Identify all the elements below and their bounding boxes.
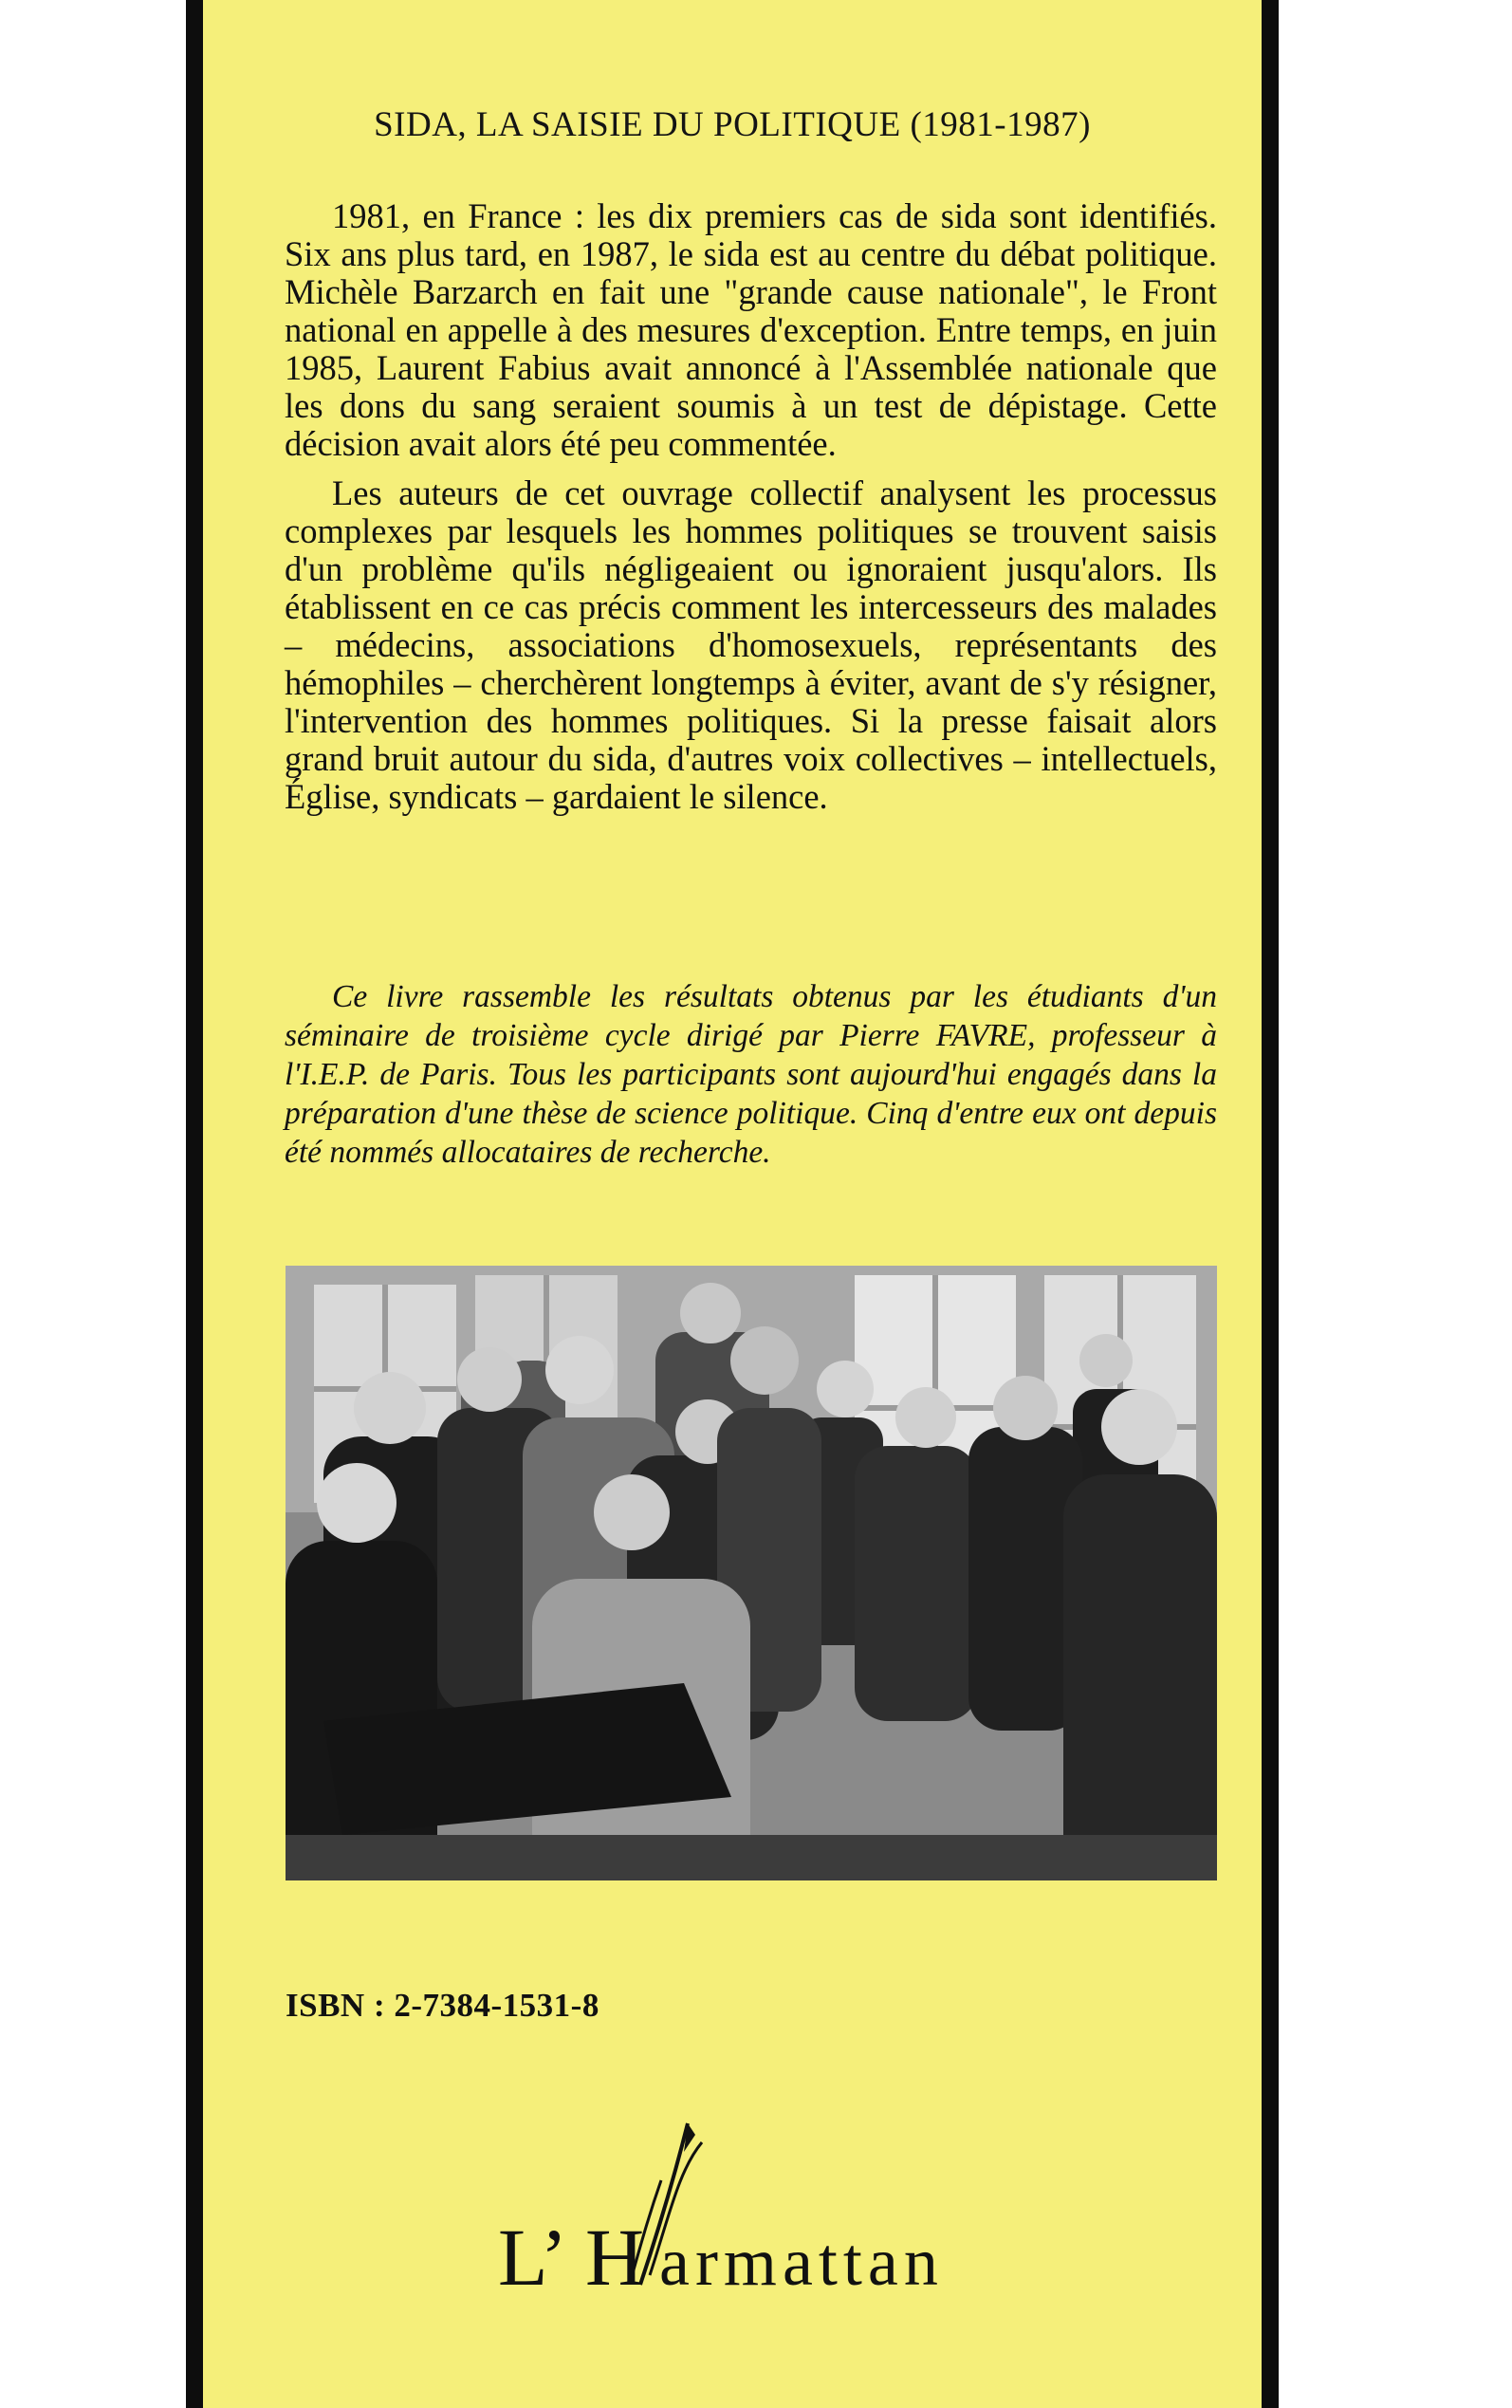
isbn: ISBN : 2-7384-1531-8 bbox=[286, 1987, 599, 2024]
author-note: Ce livre rassemble les résultats obtenus par les étudiants d'un séminaire de troisième cycle dirigé par Pierre FAVRE, professeur à l'I.E.P. de Paris. Tous les participants sont aujourd'hui engagés dans la préparation d'une thèse de science politique. Cinq d'entre eux ont depuis été nommés allocataires de recherche. bbox=[285, 979, 1217, 1170]
blurb-text bbox=[285, 197, 1217, 827]
blurb-paragraph-1: 1981, en France : les dix premiers cas de sida sont identifiés. Six ans plus tard, en 1987, le sida est au centre du débat politique. Michèle Barzarch en fait une "grande cause nationale", le Front national en appelle à des mesures d'exception. Entre temps, en juin 1985, Laurent Fabius avait annoncé à l'Assemblée nationale que les dons du sang seraient soumis à un test de dépistage. Cette décision avait alors été peu commentée. bbox=[285, 196, 1217, 463]
back-cover bbox=[203, 0, 1262, 2408]
svg-text:H: H bbox=[585, 2212, 645, 2303]
svg-text:L’: L’ bbox=[498, 2212, 568, 2303]
group-photo bbox=[286, 1266, 1217, 1880]
left-spine-edge bbox=[186, 0, 203, 2408]
svg-text:armattan: armattan bbox=[659, 2224, 944, 2300]
right-spine-edge bbox=[1262, 0, 1279, 2408]
cover-title: SIDA, LA SAISIE DU POLITIQUE (1981-1987) bbox=[374, 105, 1091, 144]
publisher-logo bbox=[498, 2114, 1010, 2304]
blurb-paragraph-2: Les auteurs de cet ouvrage collectif analysent les processus complexes par lesquels les hommes politiques se trouvent saisis d'un problème qu'ils négligeaient ou ignoraient jusqu'alors. Ils établissent en ce cas précis comment les intercesseurs des malades – médecins, associations d'homosexuels, représentants des hémophiles – cherchèrent longtemps à éviter, avant de s'y résigner, l'intervention des hommes politiques. Si la presse faisait alors grand bruit autour du sida, d'autres voix collectives – intellectuels, Église, syndicats – gardaient le silence. bbox=[285, 473, 1217, 816]
